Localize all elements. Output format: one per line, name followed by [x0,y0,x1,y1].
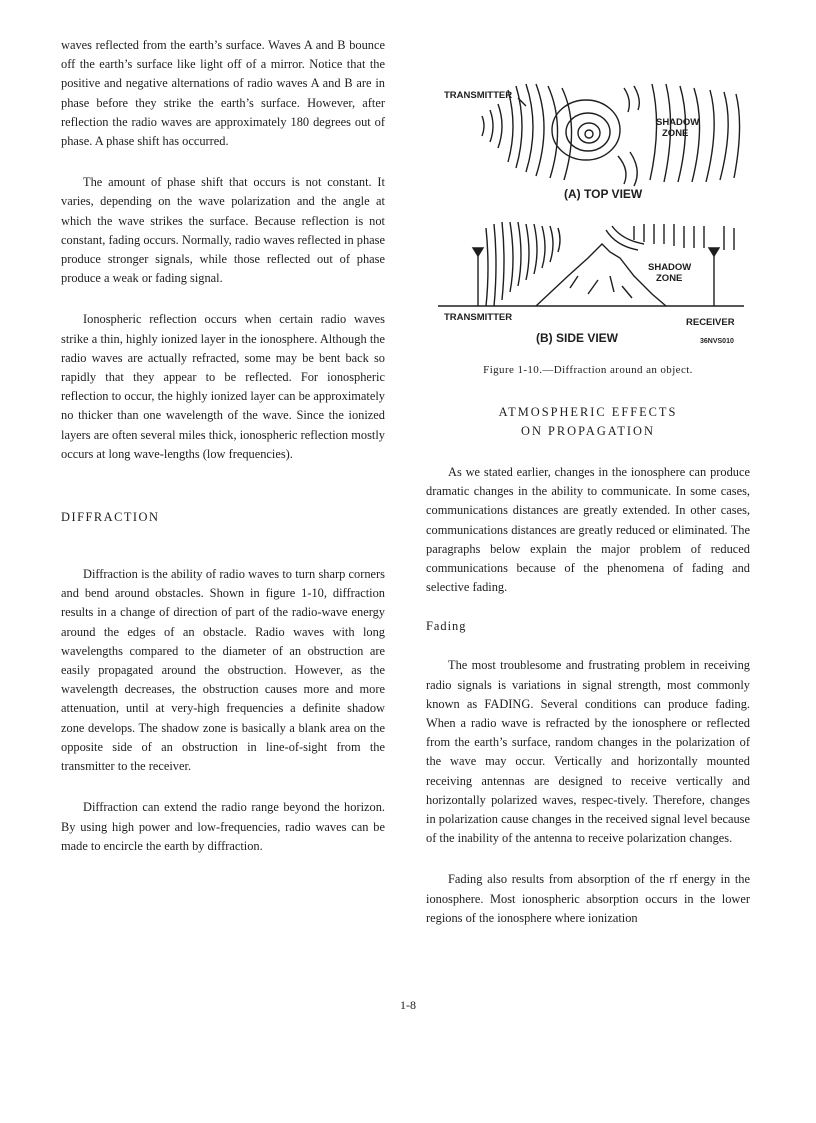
side-shadow-label-1: SHADOW [648,262,692,273]
figure-diffraction [438,80,744,350]
side-transmitter-label: TRANSMITTER [444,312,513,323]
side-view-diagram [438,222,744,306]
top-transmitter-label: TRANSMITTER [444,90,513,101]
paragraph: waves reflected from the earth’s surface. Waves A and B bounce off the earth’s surface like light off of a mirror. Notice that the positive and negative alternations of radio waves A and B are in phase before they strike the earth’s surface. However, after reflection the radio waves are approximately 180 degrees out of phase. A phase shift has occurred. [61,38,385,149]
top-view-diagram [482,84,740,186]
page-number: 1-8 [400,998,416,1012]
side-view-caption: (B) SIDE VIEW [536,331,619,345]
figure-code: 36NVS010 [700,338,734,345]
heading-line-2: ON PROPAGATION [521,424,655,438]
paragraph: As we stated earlier, changes in the ionosphere can produce dramatic changes in the ability to communicate. In some cases, communications distances are greatly extended. In other cases, communications distances are greatly reduced or eliminated. The paragraphs below explain the major problem of reduced communications because of the phenomena of fading and selective fading. [426,465,750,595]
paragraph: The amount of phase shift that occurs is not constant. It varies, depending on the wave polarization and the angle at which the wave strikes the surface. Because reflection is not constant, fading occurs. Normally, radio waves reflected in phase produce stronger signals, while those reflected out of phase produce a weak or fading signal. [61,175,385,286]
side-shadow-label-2: ZONE [656,273,683,284]
side-receiver-label: RECEIVER [686,317,735,328]
paragraph: Ionospheric reflection occurs when certain radio waves strike a thin, highly ionized layer in the ionosphere. Although the radio waves are actually refracted, some may be bent back so rapidly that they appear to be reflected. For ionospheric reflection to occur, the highly ionized layer can be approximately no thicker than one wavelength of the wave. Since the ionized layers are often several miles thick, ionospheric reflection mostly occurs at long wave-lengths (low frequencies). [61,312,385,461]
subheading-fading: Fading [426,619,467,634]
section-heading-atmospheric [426,403,750,441]
figure-caption: Figure 1-10.—Diffraction around an object. [483,364,693,376]
heading-line-1: ATMOSPHERIC EFFECTS [498,405,678,419]
paragraph: The most troublesome and frustrating problem in receiving radio signals is variations in signal strength, most commonly known as FADING. Several conditions can produce fading. When a radio wave is refracted by the ionosphere or reflected from the earth’s surface, random changes in the polarization of the wave may occur. Vertically and horizontally mounted receiving antennas are designed to receive vertically and horizontally polarized waves, respec-tively. Therefore, changes in polarization cause changes in the received signal level because of the inability of the antenna to receive polarization changes. [426,658,750,846]
paragraph: Fading also results from absorption of the rf energy in the ionosphere. Most ionospheric absorption occurs in the lower regions of the ionosphere where ionization [426,872,750,925]
paragraph: Diffraction is the ability of radio waves to turn sharp corners and bend around obstacles. Shown in figure 1-10, diffraction results in a change of direction of part of the radio-wave energy around the edges of an obstacle. Radio waves with long wavelengths compared to the diameter of an obstruction are easily propagated around the obstruction. However, as the wavelength decreases, the obstruction causes more and more attenuation, until at very-high frequencies a definite shadow zone develops. The shadow zone is basically a blank area on the opposite side of an obstruction in line-of-sight from the transmitter to the receiver. [61,567,385,774]
top-view-caption: (A) TOP VIEW [564,187,643,201]
top-shadow-label-1: SHADOW [656,117,700,128]
section-heading-diffraction: DIFFRACTION [61,510,160,525]
paragraph: Diffraction can extend the radio range beyond the horizon. By using high power and low-frequencies, radio waves can be made to encircle the earth by diffraction. [61,800,385,853]
right-column [426,403,750,945]
diffraction-diagram [438,80,744,350]
left-column [61,36,385,873]
top-shadow-label-2: ZONE [662,128,689,139]
